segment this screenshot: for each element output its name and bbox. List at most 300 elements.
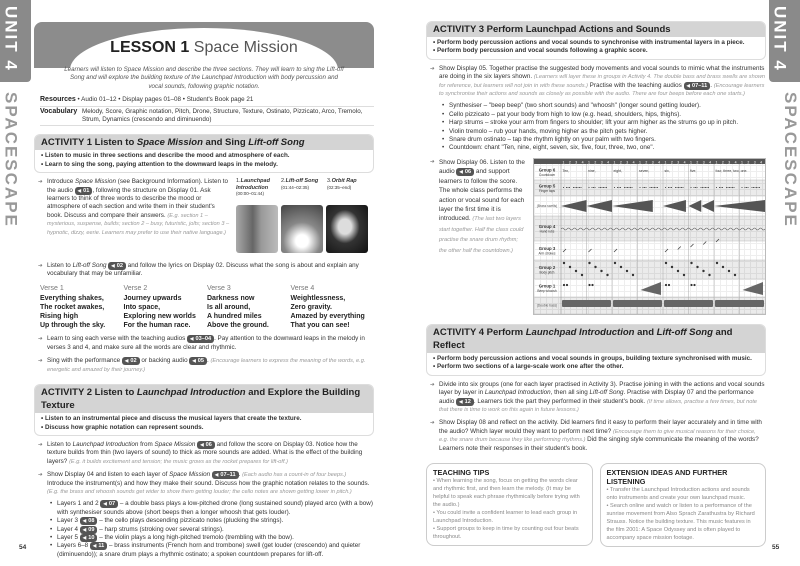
text-run: (Encourage learners to synchronise their actions and sounds as closely as possible with the audio. There are four beeps before each one starts.): [439, 82, 765, 98]
finger-tap-mark: [563, 187, 564, 188]
beat-number: 2: [619, 160, 622, 165]
text-run: Launchpad Introduction: [525, 326, 635, 338]
finger-tap-mark: [592, 187, 593, 188]
finger-tap-mark: [756, 187, 757, 188]
text-run: Layer 5: [57, 533, 80, 541]
graphic-score-svg: [534, 159, 765, 314]
beep: [668, 284, 670, 286]
group-action: Beep whoosh: [537, 288, 557, 293]
text-run: (If time allows, practise a few times, but note that there is time to work on this again in future lessons.): [439, 398, 757, 413]
finger-tap-mark: [632, 187, 633, 188]
text-run: and follow the score on Display 03. Notice how the texture builds from thin (two layers of sound) to thick as more sounds are added. What is the effect of the building layers?: [47, 440, 363, 465]
finger-tap-mark: [704, 187, 705, 188]
text-run: Introduce the instrument(s) and how they make their sound. Discuss how the graphic notation relates to the sounds.: [47, 479, 370, 487]
text-run: Launchpad Introduction: [72, 440, 139, 448]
text-run: (E.g. the brass and whoosh sounds get wider to show them getting louder; the cello notes are shown getting lower in pitch.): [47, 488, 352, 495]
harp-strum: [614, 249, 617, 252]
beat-number: 4: [581, 160, 584, 165]
finger-tap-mark: [603, 187, 604, 188]
pizzicato-note: [696, 266, 698, 268]
finger-tap-mark: [593, 187, 594, 188]
finger-tap-mark: [566, 187, 567, 188]
harp-strum: [678, 246, 681, 249]
reference-label: (Brass swells): [536, 203, 558, 208]
verse: [291, 284, 375, 330]
unit-label: UNIT 4: [1, 6, 21, 72]
finger-tap-mark: [575, 187, 576, 188]
finger-tap-mark: [651, 187, 652, 188]
text-run: Practise with the teaching audios: [587, 81, 684, 89]
objective: • Discuss how graphic notation can represent sounds.: [41, 423, 204, 431]
finger-tap-mark: [653, 187, 654, 188]
beat-number: 4: [709, 160, 712, 165]
beat-number: 1: [741, 160, 743, 165]
finger-tap-mark: [568, 187, 569, 188]
objective: • Perform body percussion actions and vocal sounds in groups, building texture synchronised with music.: [433, 354, 752, 362]
finger-tap-mark: [600, 187, 601, 188]
group-label: Group 3: [538, 245, 556, 251]
verse: [124, 284, 208, 330]
whoosh: [743, 282, 764, 295]
whoosh: [641, 282, 662, 295]
finger-tap-mark: [624, 187, 625, 188]
brass-swell: [663, 200, 686, 212]
finger-tap-mark: [680, 187, 681, 188]
verse-heading: Verse 1: [40, 285, 64, 293]
teaching-tips-title: TEACHING TIPS: [433, 467, 490, 477]
finger-tap-mark: [734, 187, 735, 188]
finger-tap-mark: [728, 187, 729, 188]
text-run: Did the singing style communicate the meaning of the words? Learners note their responses in their student's book.: [439, 436, 759, 452]
countdown-word: nine,: [588, 168, 596, 173]
finger-tap-mark: [668, 187, 669, 188]
text-run: .: [710, 81, 714, 89]
text-run: Learn to sing each verse with the teaching audios: [47, 335, 188, 343]
group-label: Group 1: [538, 283, 556, 289]
lyric-line: For the human race.: [123, 322, 191, 330]
left-page: [34, 0, 374, 559]
layer-item: [48, 500, 374, 517]
text-run: and follow the lyrics on Display 02. Discuss what the song is about and explain any vocabulary that may be unfamiliar.: [47, 261, 359, 278]
rocket-liftoff-image: [281, 205, 323, 253]
double-bass-drone: [715, 300, 764, 307]
activity-4-box: [426, 324, 766, 376]
finger-tap-mark: [657, 187, 658, 188]
harp-strum: [691, 244, 694, 247]
finger-tap-mark: [702, 187, 703, 188]
text-run: , following the structure on Display 01. Ask learners to think of three words to describe the mood or atmosphere of each section and write them in their student's book. Discuss and compare their answers.: [47, 186, 215, 219]
finger-tap-mark: [626, 187, 627, 188]
finger-tap-mark: [695, 187, 696, 188]
text-run: ACTIVITY 1 Listen to: [41, 137, 137, 149]
activity-2-box: [34, 384, 374, 436]
pizzicato-note: [594, 266, 596, 268]
text-run: , then all sing: [550, 389, 590, 397]
verse: [40, 284, 124, 330]
tip: • When learning the song, focus on getting the words clear and rhythmic first, and then learn the melody. (It may be helpful to speak each phrase rhythmically before trying with the audio.): [433, 477, 580, 508]
extension-box: [600, 463, 767, 547]
lyric-line: Journey upwards: [123, 294, 182, 302]
text-run: Launchpad Introduction: [484, 389, 551, 397]
text-run: (Each audio has a count-in of four beeps.): [242, 472, 347, 479]
audio-track-badge[interactable]: ◀ 07–11: [684, 82, 711, 90]
text-run: Launchpad Introduction: [136, 387, 246, 399]
objective: • Perform two sections of a large-scale work one after the other.: [433, 363, 624, 371]
finger-tap-mark: [602, 187, 603, 188]
lesson-name: Space Mission: [193, 39, 298, 56]
pizzicato-note: [683, 274, 685, 276]
graphic-score: [533, 158, 766, 315]
vocab-label: Vocabulary: [40, 107, 78, 115]
unit-label: UNIT 4: [770, 6, 790, 72]
text-run: (The last two layers start together. Half the class could practise the snare drum rhythm; the other half the countdown.): [439, 216, 524, 254]
audio-track-badge[interactable]: ◀ 06: [197, 441, 215, 449]
pizzicato-note: [626, 270, 628, 272]
beat-number: 3: [651, 160, 654, 165]
lyric-line: A hundred miles: [207, 313, 262, 321]
text-run: .: [207, 357, 211, 365]
text-run: Lift-off Song: [72, 261, 107, 269]
objective: • Perform body percussion and vocal sounds following a graphic score.: [433, 47, 648, 55]
finger-tap-mark: [614, 187, 615, 188]
audio-track-badge[interactable]: ◀ 07–11: [212, 471, 239, 479]
beat-number: 2: [670, 160, 673, 165]
activity-3-box: [426, 21, 766, 60]
unit-name: SPACESCAPE: [1, 92, 21, 228]
pizzicato-note: [708, 274, 710, 276]
beat-number: 1: [639, 160, 641, 165]
countdown-word: five,: [690, 168, 697, 173]
text-run: Show Display 04 and listen to each layer of: [47, 471, 170, 479]
text-run: .: [238, 471, 243, 479]
instruction: [430, 65, 766, 99]
text-run: from: [138, 440, 155, 448]
text-run: . Pay attention to the downward leaps in the melody in verses 3 and 4, and make sure all the words are clear and rhythmic.: [47, 335, 365, 351]
finger-tap-mark: [678, 187, 679, 188]
beat-number: 3: [753, 160, 756, 165]
group-action: Finger taps: [539, 188, 555, 193]
score-row-band: [534, 260, 765, 279]
finger-tap-mark: [675, 187, 676, 188]
teaching-tips-box: [426, 463, 593, 546]
double-bass-drone: [664, 300, 713, 307]
finger-tap-mark: [578, 187, 579, 188]
lyric-line: Exploring new worlds: [123, 313, 196, 321]
pizzicato-note: [563, 262, 565, 264]
harp-strum: [703, 241, 706, 244]
pizzicato-note: [575, 270, 577, 272]
activity-1-box: [34, 134, 374, 173]
beat-number: 4: [734, 160, 737, 165]
text-run: Divide into six groups (one for each layer practised in Activity 3). Practise joining in with the actions and vocal sounds layer by layer in: [439, 380, 765, 397]
text-run: Show Display 08 and reflect on the activity. Did learners find it easy to perform their layer accurately and in time with the audio? Which layer would they want to perform next time?: [439, 419, 762, 435]
finger-tap-mark: [644, 187, 645, 188]
brass-swell: [561, 200, 587, 212]
finger-tap-mark: [677, 187, 678, 188]
objective: • Listen to an instrumental piece and discuss the musical layers that create the texture.: [41, 415, 302, 423]
audio-track-badge[interactable]: ◀ 12: [456, 398, 474, 406]
countdown-word: four, three, two, one.: [715, 168, 748, 173]
extension-item: • Transfer the Launchpad Introduction actions and sounds onto instruments and create your own launchpad music.: [606, 486, 750, 501]
brass-swell: [587, 200, 613, 212]
lesson-title: [34, 38, 374, 58]
text-run: – the cello plays descending pizzicato notes (plucking the strings).: [97, 517, 284, 525]
activity-2-heading: [35, 385, 373, 413]
finger-tap-mark: [719, 187, 720, 188]
beat-number: 2: [568, 160, 571, 165]
text-run: Listen to: [47, 261, 73, 269]
activity-3-heading: [427, 22, 765, 37]
section-caption: 3.Orbit Rap (02:35–end): [327, 178, 357, 190]
right-page: [426, 13, 766, 547]
audio-track-badge[interactable]: ◀ 10: [80, 534, 98, 542]
text-run: Space Mission: [169, 471, 211, 479]
text-run: ACTIVITY 2 Listen to: [41, 387, 137, 399]
finger-tap-mark: [707, 187, 708, 188]
extension-item: • Search online and watch or listen to a performance of the sunrise movement from Also Sprach Zarathustra by Richard Strauss. Notice the building texture. This music features in the film 2001: A Space Odyssey and is often played to accompany space mission footage.: [606, 502, 755, 541]
pizzicato-note: [722, 266, 724, 268]
action-item: • Snare drum ostinato – tap the rhythm lightly on your palm with two fingers.: [440, 136, 766, 144]
finger-tap-mark: [731, 187, 732, 188]
layer-item: [48, 534, 374, 542]
text-run: – harp strums (stroking over several strings).: [97, 525, 224, 533]
text-run: ACTIVITY 3 Perform Launchpad Actions and Sounds: [433, 24, 671, 35]
beat-number: 1: [664, 160, 667, 165]
beat-number: 2: [696, 160, 699, 165]
section-images: [236, 178, 374, 256]
beep: [588, 284, 590, 286]
beat-number: 3: [677, 160, 680, 165]
action-item: • Synthesiser – "beep beep" (two short sounds) and "whoosh" (longer sound getting louder).: [440, 102, 766, 110]
text-run: (Encourage learners to express the meaning of the words, e.g. energetic and amazed by their journey.): [47, 358, 366, 373]
spaceship-orbit-image: [326, 205, 368, 253]
finger-tap-mark: [619, 187, 620, 188]
text-run: Lift-off Song: [656, 326, 713, 338]
pizzicato-note: [632, 274, 634, 276]
pizzicato-note: [665, 262, 667, 264]
text-run: Show Display 06. Listen to the audio: [439, 158, 525, 176]
pizzicato-note: [716, 262, 718, 264]
layer-item: [48, 542, 374, 559]
lyric-line: Above the ground.: [207, 322, 269, 330]
audio-track-badge[interactable]: ◀ 11: [90, 542, 107, 550]
score-row: [426, 153, 766, 315]
finger-tap-mark: [656, 187, 657, 188]
pizzicato-note: [671, 266, 673, 268]
beat-number: 1: [562, 160, 565, 165]
finger-tap-mark: [573, 187, 574, 188]
lesson-intro: Learners will listen to Space Mission and describe the three sections. They will learn to sing the Lift-off Song and will explore the building texture of the Launchpad Introduction with body percussion and vocal sounds, following graphic notation.: [64, 66, 344, 90]
audio-track-badge[interactable]: ◀ 02: [122, 357, 140, 365]
beat-number: 4: [607, 160, 610, 165]
text-run: Lift-off Song: [248, 137, 305, 149]
pizzicato-note: [600, 270, 602, 272]
group-label: Group 2: [538, 264, 556, 270]
beat-number: 2: [645, 160, 648, 165]
lyric-line: Amazed by everything: [290, 313, 365, 321]
finger-tap-mark: [627, 187, 628, 188]
finger-tap-mark: [670, 187, 671, 188]
beat-number: 1: [690, 160, 692, 165]
unit-tab: [769, 0, 800, 82]
tip-boxes: [426, 463, 766, 547]
intro-row: [34, 173, 374, 256]
finger-tap-mark: [646, 187, 647, 188]
resources-text: • Audio 01–12 • Display pages 01–08 • Student's Book page 21: [77, 96, 254, 104]
text-run: (E.g. section 1 – mysterious, suspense, builds; section 2 – busy, futuristic, jolts; section 3 – hypnotic, dizzy, eerie. Learners may prefer to use their native language.): [47, 212, 230, 236]
audio-track-badge[interactable]: ◀ 02: [108, 262, 126, 270]
lyric-line: Into space,: [123, 303, 161, 311]
audio-track-badge[interactable]: ◀ 01: [75, 187, 93, 195]
beat-number: 3: [626, 160, 629, 165]
countdown-word: seven,: [639, 168, 650, 173]
pizzicato-note: [690, 262, 692, 264]
text-run: and: [634, 326, 657, 338]
lyrics: [40, 284, 374, 330]
instruction: [38, 441, 374, 466]
instruction: [38, 357, 374, 374]
tip: • Support groups to keep in time by counting out four beats throughout.: [433, 525, 579, 540]
harp-strum: [665, 249, 668, 252]
beat-number: 2: [594, 160, 597, 165]
beat-number: 3: [575, 160, 578, 165]
beep: [563, 284, 565, 286]
beat-number: 1: [613, 160, 616, 165]
beat-number: 1: [588, 160, 590, 165]
text-run: Layers 1 and 2: [57, 500, 101, 508]
finger-tap-mark: [748, 187, 749, 188]
layer-item: [48, 517, 374, 525]
lyric-line: Is all around,: [207, 303, 251, 311]
text-run: . Learners tick the part they performed in their student's book.: [473, 397, 647, 405]
brass-swell: [701, 200, 714, 212]
score-row-band: [534, 216, 765, 241]
pizzicato-note: [588, 262, 590, 264]
beep: [566, 284, 568, 286]
resources-label: Resources: [40, 96, 76, 104]
pizzicato-note: [677, 270, 679, 272]
activity-1-heading: [35, 135, 373, 150]
audio-track-badge[interactable]: ◀ 05: [189, 357, 207, 365]
page-number: 55: [772, 544, 780, 551]
double-bass-drone: [562, 300, 611, 307]
finger-tap-mark: [599, 187, 600, 188]
pizzicato-note: [569, 266, 571, 268]
beat-number: 2: [721, 160, 724, 165]
finger-tap-mark: [629, 187, 630, 188]
lyric-line: Weightlessness,: [290, 294, 346, 302]
text-run: Layers 6–8: [57, 542, 90, 550]
finger-tap-mark: [576, 187, 577, 188]
audio-track-badge[interactable]: ◀ 08: [80, 517, 98, 525]
vocab-text: Melody, Score, Graphic notation, Pitch, Drone, Structure, Texture, Ostinato, Pizzicato, Arco, Tremolo, Strum, Dynamics (crescendo and diminuendo): [82, 107, 363, 124]
pizzicato-note: [734, 274, 736, 276]
group-action: Countdown: [538, 172, 556, 177]
verse-heading: Verse 3: [207, 285, 231, 293]
finger-tap-mark: [701, 187, 702, 188]
text-run: Layer 3: [57, 517, 80, 525]
beat-number: 3: [728, 160, 731, 165]
text-run: – the violin plays a long high-pitched tremolo (trembling with the bow).: [97, 533, 294, 541]
reference-label: (Double bass): [536, 303, 558, 308]
finger-tap-mark: [694, 187, 695, 188]
text-run: ACTIVITY 4 Perform: [433, 326, 526, 338]
action-item: • Violin tremolo – rub your hands, moving higher as the pitch gets higher.: [440, 128, 766, 136]
group-action: Hand rubs: [539, 229, 555, 234]
audio-track-badge[interactable]: ◀ 03–04: [187, 335, 214, 343]
text-run: Layer 4: [57, 525, 80, 533]
activity-4-heading: [427, 325, 765, 353]
instruction: [430, 158, 527, 315]
page-number: 54: [19, 544, 27, 551]
finger-tap-mark: [753, 187, 754, 188]
beat-number: 3: [702, 160, 705, 165]
section-caption: 1.Launchpad Introduction (00:00–01:44): [236, 178, 270, 197]
text-run: – a double bass plays a low-pitched drone (long sustained sound) played arco (with a bow) with synthesiser sounds above (short beeps then a longer whoosh that gets louder).: [57, 500, 373, 516]
double-bass-drone: [613, 300, 662, 307]
finger-tap-mark: [671, 187, 672, 188]
finger-tap-mark: [721, 187, 722, 188]
beep: [591, 284, 593, 286]
lyric-line: Darkness now: [207, 294, 255, 302]
finger-tap-mark: [650, 187, 651, 188]
finger-tap-mark: [708, 187, 709, 188]
finger-tap-mark: [683, 187, 684, 188]
text-run: . Practise with Display 07 and the performance audio: [439, 389, 754, 405]
finger-tap-mark: [705, 187, 706, 188]
objective: • Learn to sing the song, paying attention to the downward leaps in the melody.: [41, 160, 278, 168]
beat-number: 3: [600, 160, 603, 165]
finger-tap-mark: [759, 187, 760, 188]
lyric-line: Rising high: [40, 313, 79, 321]
brass-swell: [689, 200, 702, 212]
action-item: • Countdown: chant "Ten, nine, eight, seven, six, five, four, three, two, one".: [440, 144, 766, 152]
text-run: and Explore the Building Texture: [41, 387, 361, 412]
text-run: Introduce: [47, 178, 76, 186]
audio-track-badge[interactable]: ◀ 09: [80, 526, 98, 534]
lyric-line: That you can see!: [290, 322, 350, 330]
text-run: or backing audio: [139, 357, 190, 365]
finger-tap-mark: [579, 187, 580, 188]
resources: [40, 96, 374, 126]
finger-tap-mark: [654, 187, 655, 188]
finger-tap-mark: [691, 187, 692, 188]
finger-tap-mark: [581, 187, 582, 188]
layer-item: [48, 526, 374, 534]
finger-tap-mark: [745, 187, 746, 188]
group-action: Body pitch: [539, 270, 555, 275]
audio-track-badge[interactable]: ◀ 06: [456, 168, 474, 176]
section-caption: 2.Lift-off Song (01:44–02:35): [281, 178, 319, 190]
text-run: Space Mission: [75, 178, 116, 186]
beat-number: 4: [632, 160, 635, 165]
group-label: Group 6: [538, 167, 556, 173]
beep: [690, 284, 692, 286]
audio-track-badge[interactable]: ◀ 07: [100, 500, 118, 508]
text-run: Space Mission: [136, 137, 203, 149]
finger-tap-mark: [681, 187, 682, 188]
text-run: and Sing: [202, 137, 249, 149]
finger-tap-mark: [697, 187, 698, 188]
beat-number: 2: [747, 160, 750, 165]
instruction: [38, 262, 374, 279]
finger-tap-mark: [746, 187, 747, 188]
finger-tap-mark: [722, 187, 723, 188]
finger-tap-mark: [620, 187, 621, 188]
beat-number: 4: [658, 160, 661, 165]
finger-tap-mark: [640, 187, 641, 188]
text-run: – brass instruments (French horn and trombone) swell (get louder (crescendo) and quieter (diminuendo)); a snare drum plays a rhythmic ostinato; a spoken countdown prepares for lift-off.: [57, 542, 361, 558]
